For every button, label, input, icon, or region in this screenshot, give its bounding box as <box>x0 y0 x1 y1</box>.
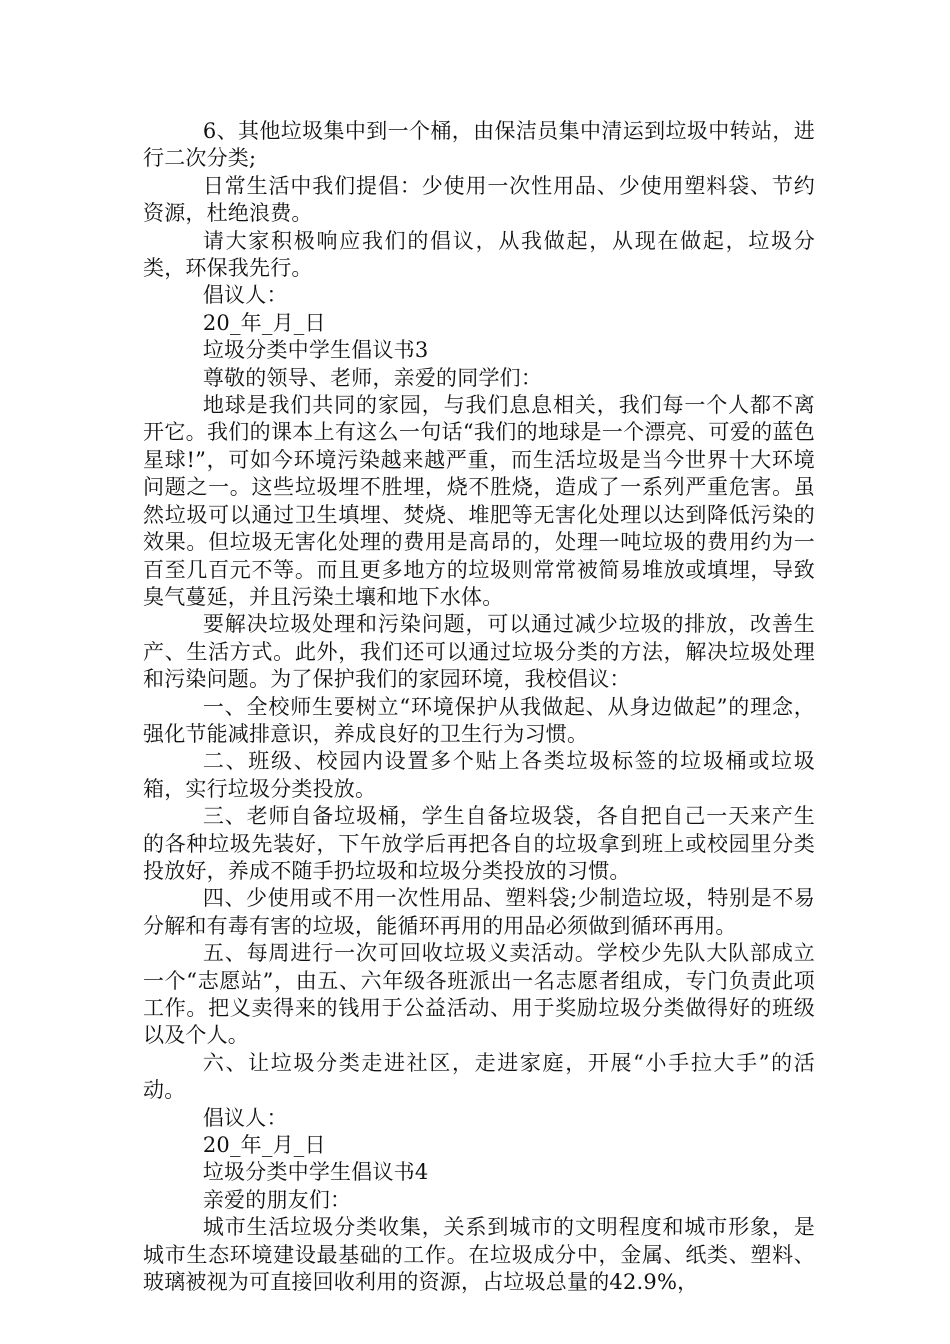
proposal-item-3: 三、老师自备垃圾桶，学生自备垃圾袋，各自把自己一天来产生的各种垃圾先装好，下午放学后再把各自的垃圾拿到班上或校园里分类投放好，养成不随手扔垃圾和垃圾分类投放的习惯。 <box>143 804 815 883</box>
date-line: 20_年_月_日 <box>202 310 326 335</box>
salutation-3: 尊敬的领导、老师，亲爱的同学们： <box>202 365 543 390</box>
paragraph-solve-problem: 要解决垃圾处理和污染问题，可以通过减少垃圾的排放，改善生产、生活方式。此外，我们还可以通过垃圾分类的方法，解决垃圾处理和污染问题。为了保护我们的家园环境，我校倡议： <box>143 612 815 692</box>
document-page <box>143 118 815 1296</box>
signature-label-2: 倡议人： <box>202 1105 288 1130</box>
section-title-4: 垃圾分类中学生倡议书4 <box>202 1160 429 1185</box>
proposal-item-6: 六、让垃圾分类走进社区，走进家庭，开展“小手拉大手”的活动。 <box>143 1050 815 1103</box>
section-title-3: 垃圾分类中学生倡议书3 <box>202 338 429 363</box>
paragraph-city-garbage: 城市生活垃圾分类收集，关系到城市的文明程度和城市形象，是城市生态环境建设最基础的工作。在垃圾成分中，金属、纸类、塑料、玻璃被视为可直接回收利用的资源，占垃圾总量的42.9%， <box>143 1215 815 1295</box>
paragraph-advocate-reduce: 日常生活中我们提倡：少使用一次性用品、少使用塑料袋、节约资源，杜绝浪费。 <box>143 173 815 226</box>
proposal-item-4: 四、少使用或不用一次性用品、塑料袋;少制造垃圾，特别是不易分解和有毒有害的垃圾，能循环再用的用品必须做到循环再用。 <box>143 886 815 938</box>
proposal-item-5: 五、每周进行一次可回收垃圾义卖活动。学校少先队大队部成立一个“志愿站”，由五、六年级各班派出一名志愿者组成，专门负责此项工作。把义卖得来的钱用于公益活动、用于奖励垃圾分类做得好的班级以及个人。 <box>143 941 815 1048</box>
paragraph-call-to-action: 请大家积极响应我们的倡议，从我做起，从现在做起，垃圾分类，环保我先行。 <box>143 228 815 281</box>
salutation-4: 亲爱的朋友们： <box>202 1187 352 1212</box>
date-line-2: 20_年_月_日 <box>202 1133 326 1158</box>
proposal-item-1: 一、全校师生要树立“环境保护从我做起、从身边做起”的理念，强化节能减排意识，养成良好的卫生行为习惯。 <box>143 694 815 746</box>
paragraph-earth-home: 地球是我们共同的家园，与我们息息相关，我们每一个人都不离开它。我们的课本上有这么一句话“我们的地球是一个漂亮、可爱的蓝色星球!”，可如今环境污染越来越严重，而生活垃圾是当今世界十大环境问题之一。这些垃圾埋不胜埋，烧不胜烧，造成了一系列严重危害。虽然垃圾可以通过卫生填埋、焚烧、堆肥等无害化处理以达到降低污染的效果。但垃圾无害化处理的费用是高昂的，处理一吨垃圾的费用约为一百至几百元不等。而且更多地方的垃圾则常常被简易堆放或填埋，导致臭气蔓延，并且污染土壤和地下水体。 <box>143 393 815 609</box>
proposal-item-2: 二、班级、校园内设置多个贴上各类垃圾标签的垃圾桶或垃圾箱，实行垃圾分类投放。 <box>143 749 815 801</box>
paragraph-other-waste: 6、其他垃圾集中到一个桶，由保洁员集中清运到垃圾中转站，进行二次分类; <box>143 119 815 171</box>
signature-label: 倡议人： <box>202 283 288 308</box>
